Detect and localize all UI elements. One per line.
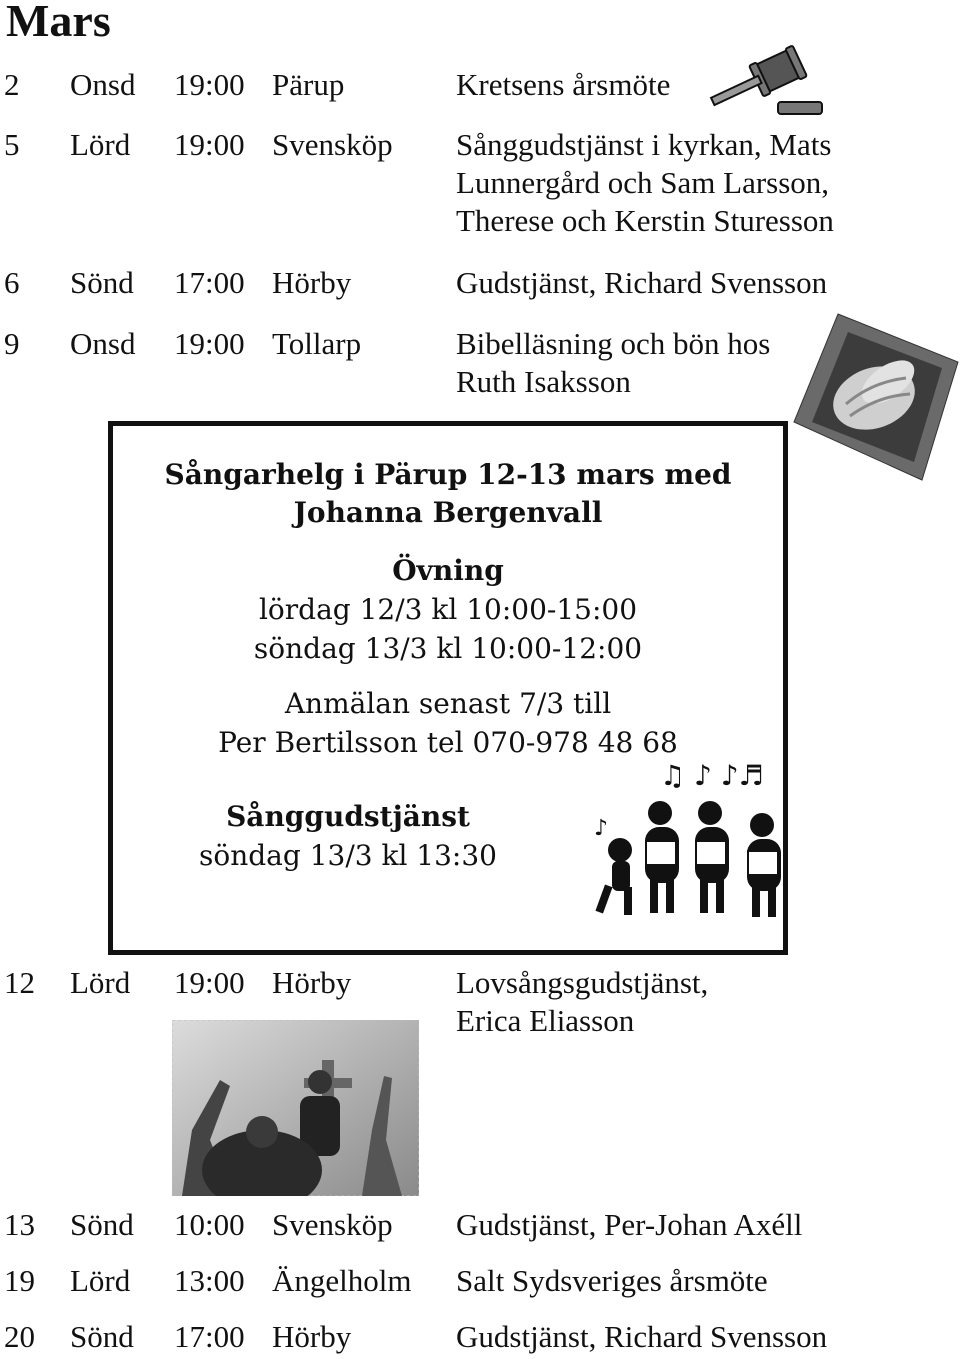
event-description: Sånggudstjänst i kyrkan, Mats <box>456 127 832 162</box>
event-time: 19:00 <box>174 127 245 162</box>
event-description: Salt Sydsveriges årsmöte <box>456 1263 768 1298</box>
event-time: 17:00 <box>174 1319 245 1354</box>
signup-text: Anmälan senast 7/3 till <box>284 687 612 720</box>
praying-hands-photo <box>792 312 960 482</box>
worship-photo <box>172 1020 419 1196</box>
svg-text:♫ ♪ ♪♬: ♫ ♪ ♪♬ <box>660 759 764 792</box>
event-day: 2 <box>4 67 20 102</box>
event-day: 13 <box>4 1207 35 1242</box>
singing-choir-icon <box>590 755 790 925</box>
event-description: Gudstjänst, Per-Johan Axéll <box>456 1207 803 1242</box>
page-title: Mars <box>6 0 111 46</box>
event-weekday: Onsd <box>70 326 136 361</box>
event-day: 20 <box>4 1319 35 1354</box>
event-time: 10:00 <box>174 1207 245 1242</box>
announcement-heading: Johanna Bergenvall <box>293 496 603 529</box>
event-place: Ängelholm <box>272 1263 412 1298</box>
event-description: Lovsångsgudstjänst, <box>456 965 709 1000</box>
event-description: Gudstjänst, Richard Svensson <box>456 265 828 300</box>
event-place: Hörby <box>272 965 352 1000</box>
event-weekday: Onsd <box>70 67 136 102</box>
event-place: Svensköp <box>272 1207 393 1242</box>
event-time: 19:00 <box>174 965 245 1000</box>
event-place: Hörby <box>272 1319 352 1354</box>
event-place: Svensköp <box>272 127 393 162</box>
event-day: 19 <box>4 1263 35 1298</box>
event-time: 13:00 <box>174 1263 245 1298</box>
event-place: Tollarp <box>272 326 362 361</box>
event-description: Gudstjänst, Richard Svensson <box>456 1319 828 1354</box>
event-description: Kretsens årsmöte <box>456 67 671 102</box>
event-description: Lunnergård och Sam Larsson, <box>456 165 830 200</box>
event-weekday: Lörd <box>70 127 131 162</box>
signup-contact: Per Bertilsson tel 070-978 48 68 <box>218 726 678 759</box>
event-time: 17:00 <box>174 265 245 300</box>
practice-title: Övning <box>392 554 504 587</box>
event-time: 19:00 <box>174 326 245 361</box>
event-description: Erica Eliasson <box>456 1003 635 1038</box>
event-weekday: Sönd <box>70 265 134 300</box>
event-day: 9 <box>4 326 20 361</box>
event-weekday: Sönd <box>70 1207 134 1242</box>
practice-time: lördag 12/3 kl 10:00-15:00 <box>258 593 638 626</box>
event-place: Pärup <box>272 67 345 102</box>
event-day: 6 <box>4 265 20 300</box>
event-time: 19:00 <box>174 67 245 102</box>
practice-time: söndag 13/3 kl 10:00-12:00 <box>253 632 643 665</box>
event-description: Therese och Kerstin Sturesson <box>456 203 834 238</box>
gavel-icon <box>700 44 825 120</box>
event-description: Ruth Isaksson <box>456 364 631 399</box>
event-place: Hörby <box>272 265 352 300</box>
event-description: Bibelläsning och bön hos <box>456 326 771 361</box>
event-weekday: Sönd <box>70 1319 134 1354</box>
service-time: söndag 13/3 kl 13:30 <box>199 839 497 872</box>
event-day: 12 <box>4 965 35 1000</box>
event-weekday: Lörd <box>70 965 131 1000</box>
service-title: Sånggudstjänst <box>226 800 470 833</box>
announcement-heading: Sångarhelg i Pärup 12-13 mars med <box>164 458 732 491</box>
event-day: 5 <box>4 127 20 162</box>
event-weekday: Lörd <box>70 1263 131 1298</box>
svg-text:♪: ♪ <box>594 816 609 841</box>
